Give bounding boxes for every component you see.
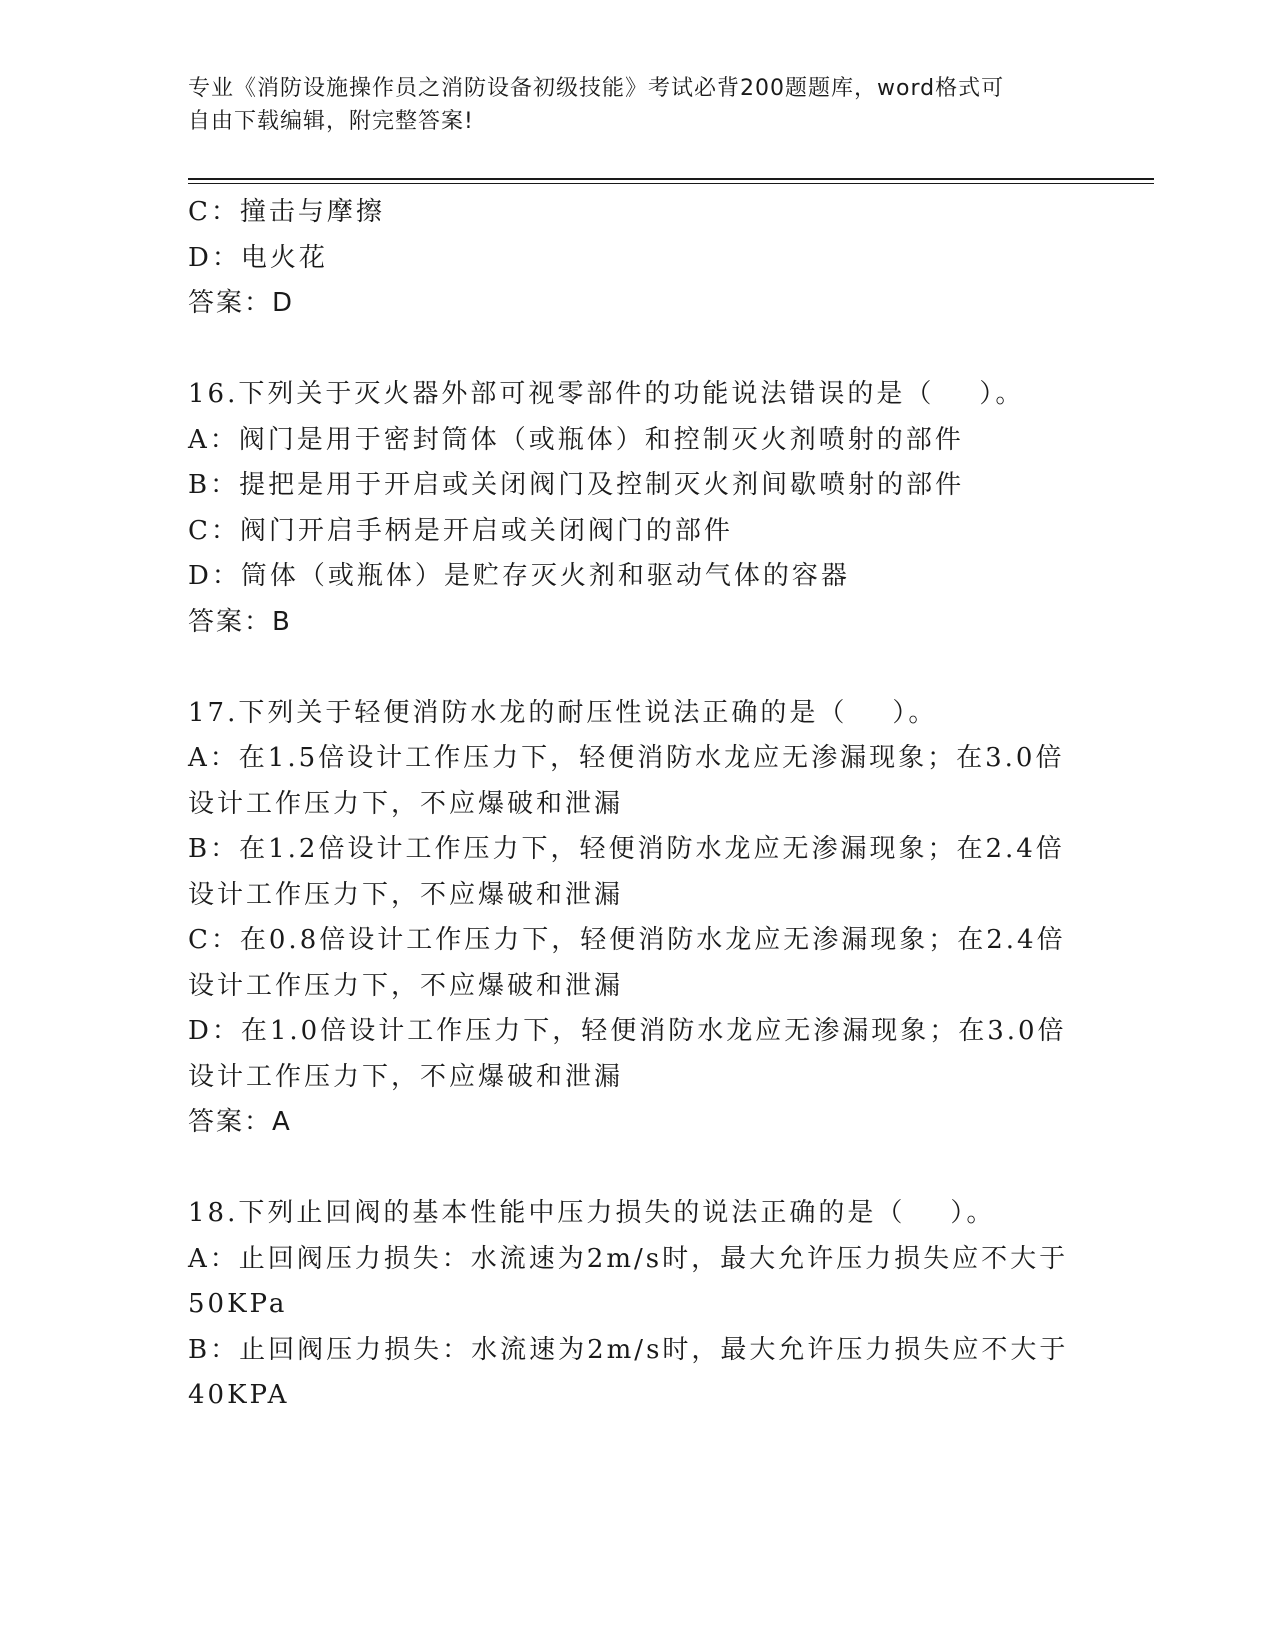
answer-line: 答案：A [188,1107,292,1137]
document-header [188,72,1068,138]
option-a: A：在1.5倍设计工作压力下，轻便消防水龙应无渗漏现象；在3.0倍设计工作压力下，不应爆破和泄漏 [188,743,1065,819]
option-c: C：阀门开启手柄是开启或关闭阀门的部件 [188,515,733,546]
document-body [188,190,1088,1419]
option-b: B：止回阀压力损失：水流速为2m/s时，最大允许压力损失应不大于40KPA [188,1334,1069,1410]
option-a: A：阀门是用于密封筒体（或瓶体）和控制灭火剂喷射的部件 [188,424,964,455]
option-b: B：在1.2倍设计工作压力下，轻便消防水龙应无渗漏现象；在2.4倍设计工作压力下，不应爆破和泄漏 [188,834,1065,910]
header-divider-thin [188,183,1154,184]
option-b: B：提把是用于开启或关闭阀门及控制灭火剂间歇喷射的部件 [188,470,965,500]
question-stem: 16.下列关于灭火器外部可视零部件的功能说法错误的是（ ）。 [188,379,1025,409]
option-c: C：撞击与摩擦 [188,197,385,227]
header-title-line-2: 自由下载编辑，附完整答案! [188,109,474,134]
option-d: D：在1.0倍设计工作压力下，轻便消防水龙应无渗漏现象；在3.0倍设计工作压力下，不应爆破和泄漏 [188,1016,1067,1092]
option-d: D：电火花 [188,242,328,273]
answer-line: 答案：B [188,606,292,637]
question-17 [188,691,1088,1146]
question-16 [188,372,1088,645]
question-18 [188,1191,1088,1419]
carryover-block [188,190,1088,327]
header-divider-thick [188,178,1154,180]
header-title-line-1: 专业《消防设施操作员之消防设备初级技能》考试必背200题题库，word格式可 [188,76,1005,101]
option-d: D：筒体（或瓶体）是贮存灭火剂和驱动气体的容器 [188,561,850,591]
answer-line: 答案：D [188,288,295,318]
option-a: A：止回阀压力损失：水流速为2m/s时，最大允许压力损失应不大于50KPa [188,1243,1069,1319]
question-stem: 17.下列关于轻便消防水龙的耐压性说法正确的是（ ）。 [188,697,938,728]
question-stem: 18.下列止回阀的基本性能中压力损失的说法正确的是（ ）。 [188,1198,996,1228]
option-c: C：在0.8倍设计工作压力下，轻便消防水龙应无渗漏现象；在2.4倍设计工作压力下，不应爆破和泄漏 [188,925,1066,1001]
